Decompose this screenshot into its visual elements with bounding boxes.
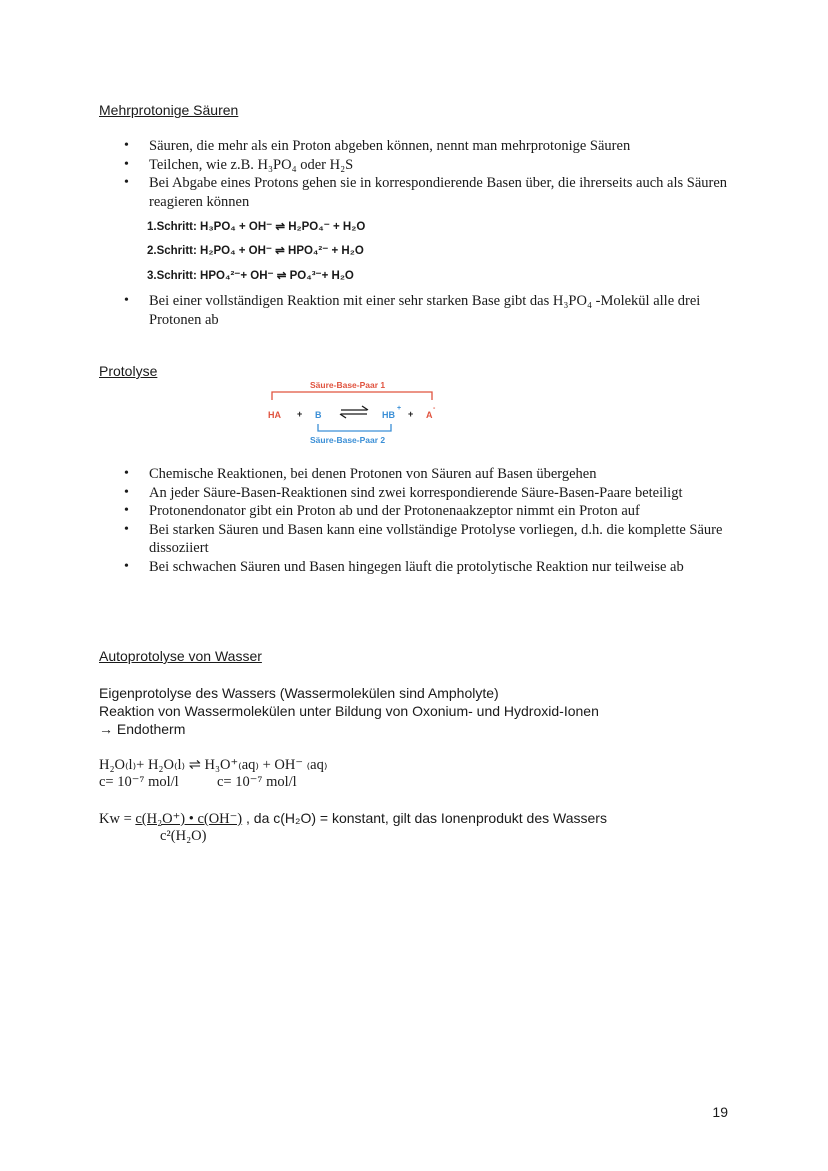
step-label: 2.Schritt: xyxy=(147,245,197,257)
reaction-step-1 xyxy=(147,219,365,233)
kw-denominator: c²(H₂O) xyxy=(160,828,207,844)
page-number: 19 xyxy=(712,1104,728,1120)
reaction-step-2 xyxy=(147,243,364,257)
pair1-label: Säure-Base-Paar 1 xyxy=(310,380,386,390)
list-item: • Bei starken Säuren und Basen kann eine vollständige Protolyse vorliegen, d.h. die komplette Säure dissoziiert xyxy=(149,521,739,558)
list-item: • Teilchen, wie z.B. H₃PO₄ oder H₂S xyxy=(149,156,739,175)
step-label: 1.Schritt: xyxy=(147,221,197,233)
step-equation: H₃PO₄ + OH⁻ ⇌ H₂PO₄⁻ + H₂O xyxy=(200,221,366,233)
pair2-bracket xyxy=(318,424,391,431)
list-item: • Säuren, die mehr als ein Proton abgeben können, nennt man mehrprotonige Säuren xyxy=(149,137,739,156)
kw-numerator: c(H₂O⁺) • c(OH⁻) xyxy=(135,811,243,827)
text-line: Reaktion von Wassermolekülen unter Bildung von Oxonium- und Hydroxid-Ionen xyxy=(99,703,599,719)
water-equation: H₂O₍l₎+ H₂O₍l₎ ⇌ H₃O⁺₍aq₎ + OH⁻ ₍aq₎ xyxy=(99,757,328,773)
bullet-list-protolyse xyxy=(149,465,739,576)
kw-formula xyxy=(99,809,607,828)
list-item: • Bei einer vollständigen Reaktion mit einer sehr starken Base gibt das H₃PO₄ -Molekül alle drei Protonen ab xyxy=(149,292,739,329)
equilibrium-arrow-icon xyxy=(340,406,368,418)
section-title-protolyse: Protolyse xyxy=(99,363,158,379)
list-item: • Protonendonator gibt ein Proton ab und der Protonenaakzeptor nimmt ein Proton auf xyxy=(149,502,739,521)
hb-label: HB xyxy=(382,410,395,420)
section-title-autoprotolyse: Autoprotolyse von Wasser xyxy=(99,648,262,664)
list-item: • Bei schwachen Säuren und Basen hingegen läuft die protolytische Reaktion nur teilweise ab xyxy=(149,558,739,577)
b-label: B xyxy=(315,410,322,420)
ha-label: HA xyxy=(268,410,281,420)
section-title-mehrprotonige: Mehrprotonige Säuren xyxy=(99,102,239,118)
pair1-bracket xyxy=(272,392,432,400)
a-charge: - xyxy=(433,405,436,412)
bullet-list-vollstaendig xyxy=(149,292,739,329)
step-equation: HPO₄²⁻+ OH⁻ ⇌ PO₄³⁻+ H₂O xyxy=(200,270,354,282)
pair2-label: Säure-Base-Paar 2 xyxy=(310,435,386,445)
kw-label: Kw = xyxy=(99,811,132,827)
concentration-2: c= 10⁻⁷ mol/l xyxy=(217,774,297,790)
plus-sign: + xyxy=(408,409,414,419)
list-item: • Chemische Reaktionen, bei denen Protonen von Säuren auf Basen übergehen xyxy=(149,465,739,484)
a-label: A xyxy=(426,410,433,420)
text-line: → Endotherm xyxy=(99,721,186,737)
list-item: • Bei Abgabe eines Protons gehen sie in korrespondierende Basen über, die ihrerseits auch als Säuren reagieren können xyxy=(149,174,739,211)
step-equation: H₂PO₄ + OH⁻ ⇌ HPO₄²⁻ + H₂O xyxy=(200,245,364,257)
plus-sign: + xyxy=(297,409,303,419)
reaction-step-3 xyxy=(147,268,354,282)
kw-text: , da c(H₂O) = konstant, gilt das Ionenprodukt des Wassers xyxy=(242,810,607,826)
bullet-list-mehrprotonige xyxy=(149,137,739,211)
step-label: 3.Schritt: xyxy=(147,270,197,282)
concentration-1: c= 10⁻⁷ mol/l xyxy=(99,774,179,790)
text-line: Eigenprotolyse des Wassers (Wassermolekülen sind Ampholyte) xyxy=(99,685,499,701)
list-item: • An jeder Säure-Basen-Reaktionen sind zwei korrespondierende Säure-Basen-Paare beteiligt xyxy=(149,484,739,503)
hb-charge: + xyxy=(397,405,402,412)
protolyse-diagram xyxy=(262,376,452,448)
